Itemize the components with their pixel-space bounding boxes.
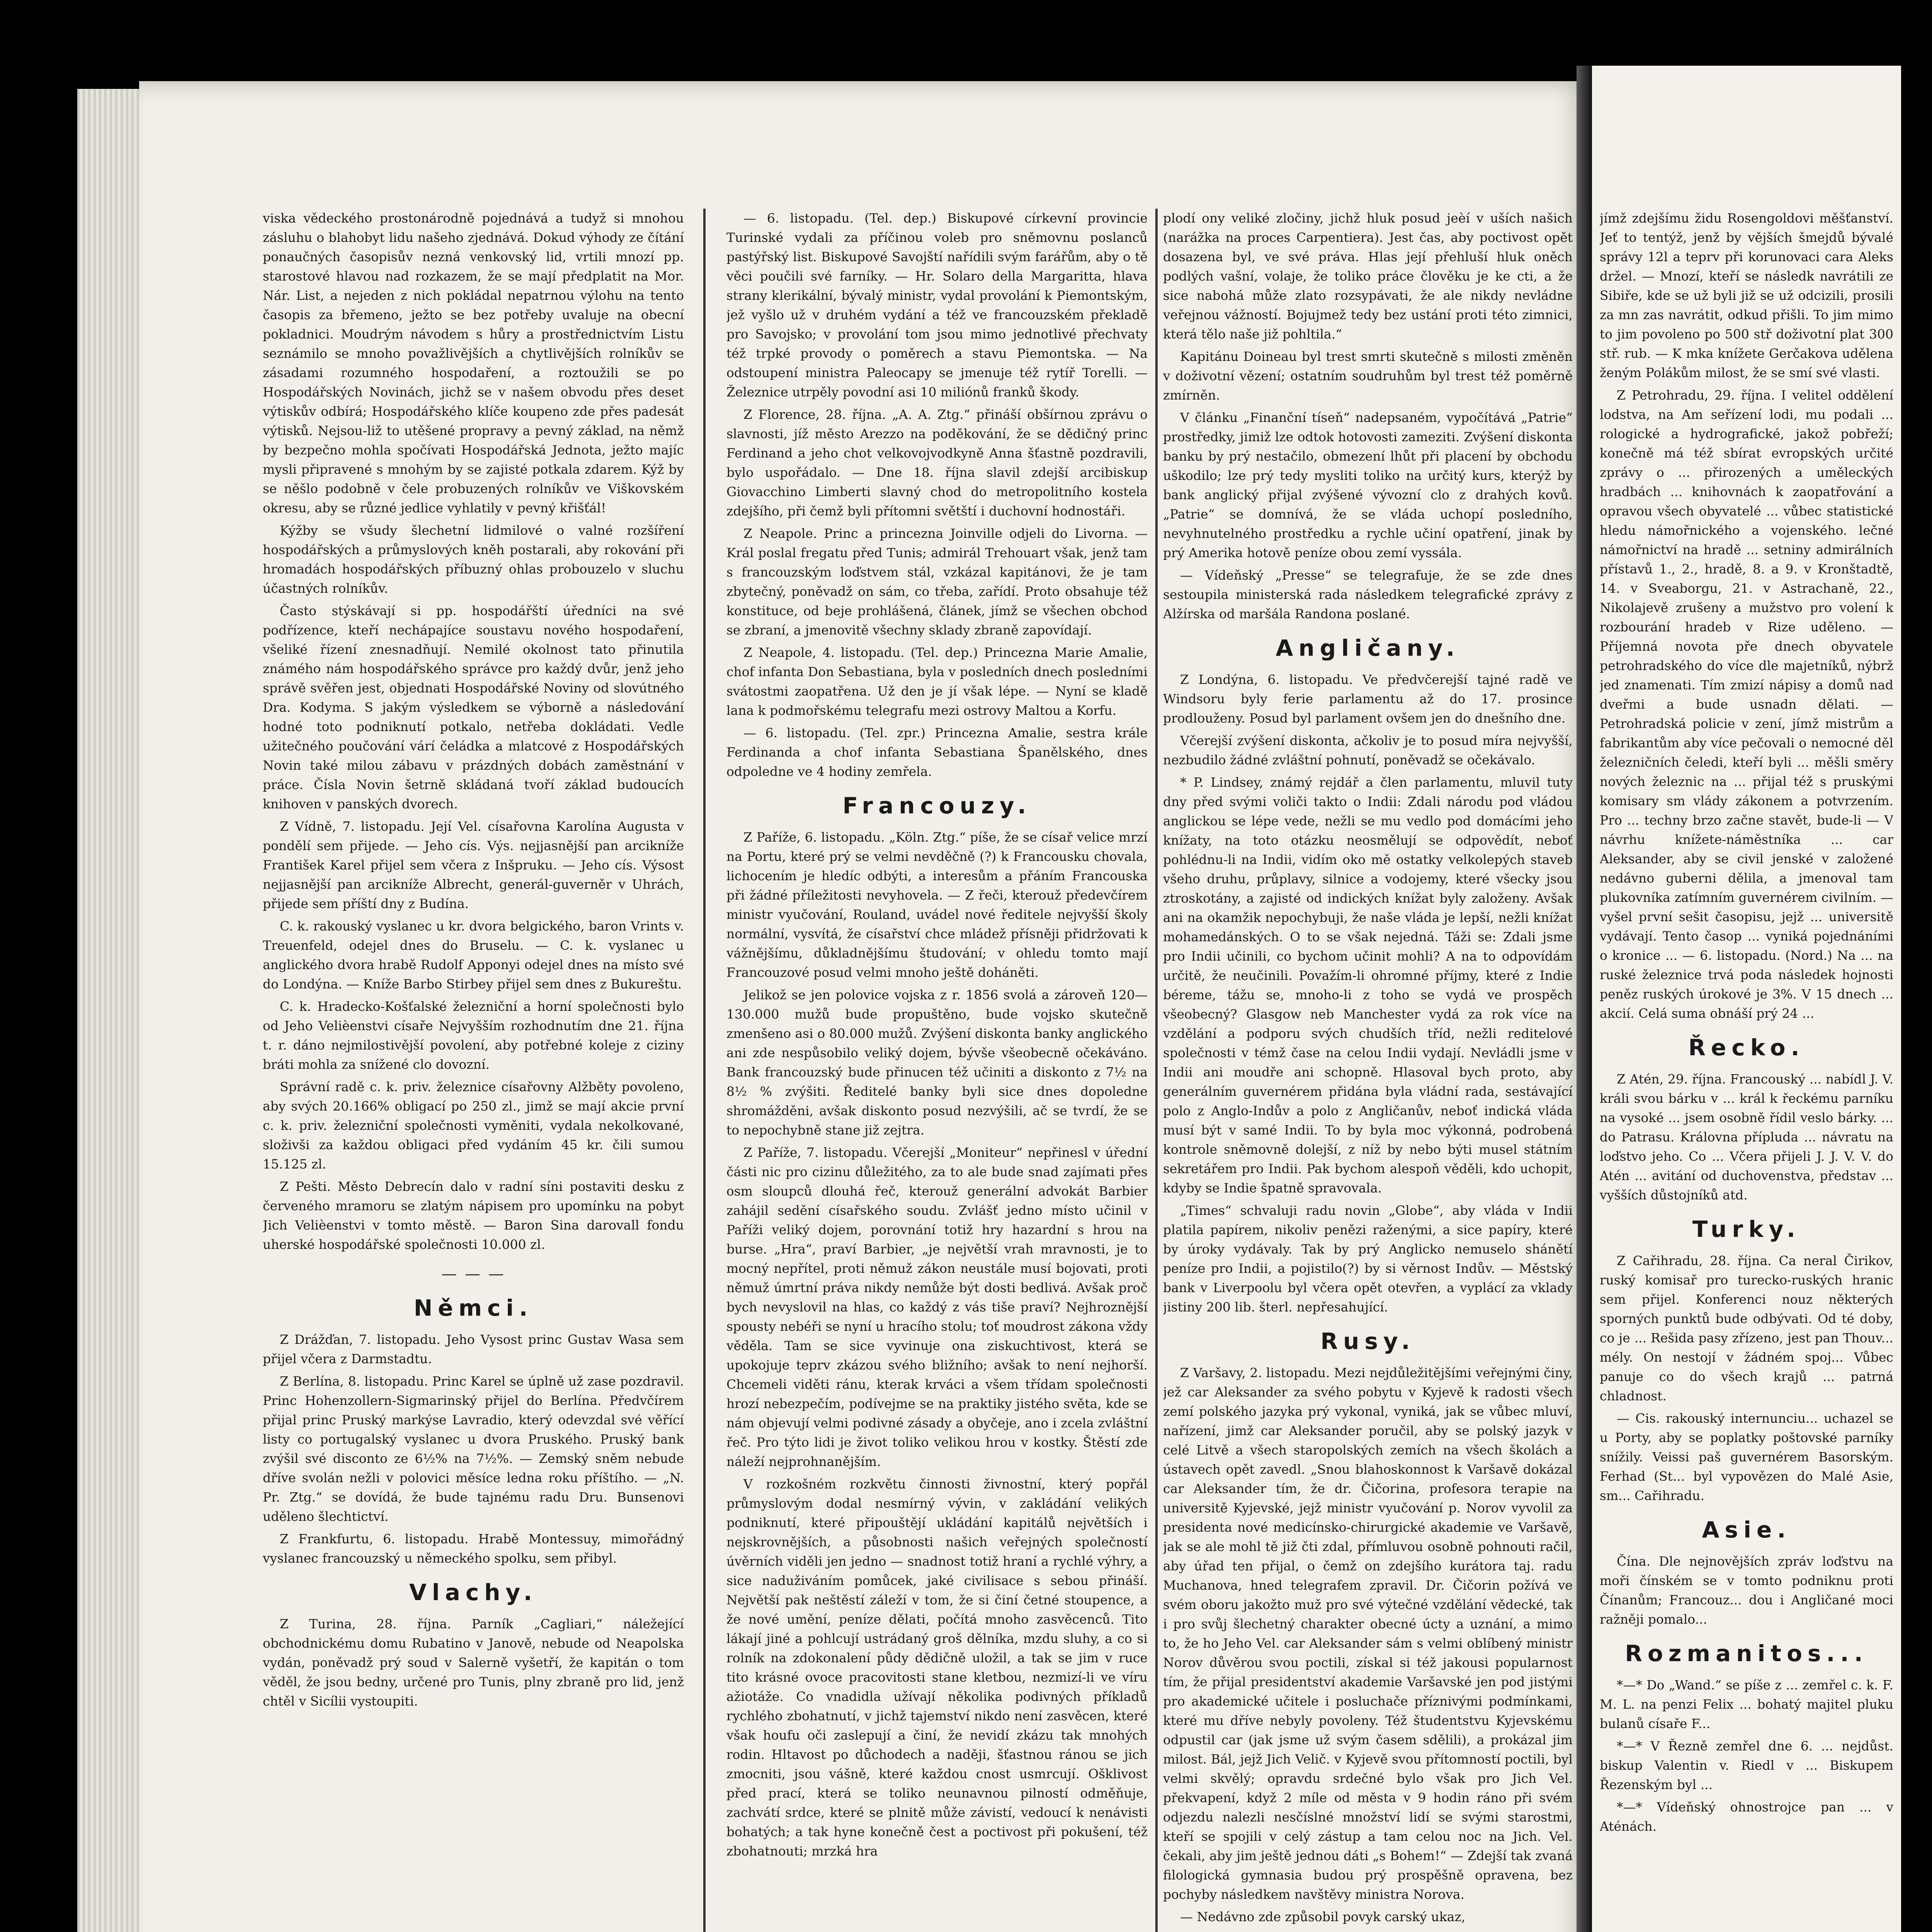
section-heading-rusy: Rusy.: [1320, 1328, 1415, 1354]
paragraph: * P. Lindsey, známý rejdář a člen parlamentu, mluvil tuty dny před svými voliči takto o Indii: Zdali národu pod vládou anglickou se lépe vede, nežli se mu vedlo pod domácími jeho knížaty, na toto otázku neosmělují se odpovědít, neboť pohlédnu-li na Indii, vidím oko mě ostatky velkolepých staveb všeho druhu, průplavy, silnice a vodojemy, které všecky jsou ztroskotány, a zajisté od indických knížat byly založeny. Avšak ani na okamžik nepochybuji, že naše vláda je lepší, nežli knížat mohamedánských. O to se však nejedná. Táži se: Zdali jsme pro Indii učinili, co bychom učinit mohli? A na to odpovídám určitě, že neučinili. Považím-li ohromné příjmy, které z Indie béreme, tážu se, mnoho-li z toho se vydá ve prospěch všeobecný? Glasgow neb Manchester vydá za rok více na vzdělání a podporu svých chudších tříd, nežli reditelové společnosti v témž čase na celou Indii vydají. Nevládli jsme v Indii ani moudře ani schopně. Hlasoval bych proto, aby generálním guvernérem přidána byla vládní rada, sestávající polo z Anglo-Indův a polo z Angličanův, neboť indická vláda musí být v samé Indii. To by byla moc výkonná, podrobená kontrole sněmovně dolejší, z níž by nebo býti musel státním sekretářem pro Indii. Pak bychom alespoň věděli, kdo uchopit, kdyby se Indie špatně spravovala.: [1163, 775, 1573, 1196]
paragraph: C. k. Hradecko-Košťalské železniční a horní společnosti bylo od Jeho Velièenstvi císaře Nejvyšším rozhodnutím dne 21. října t. r. dáno nejmilostivější povolení, aby potřebné koleje z ciziny bráti mohla za snížené clo dovozní.: [263, 999, 684, 1072]
section-heading-francouzy: Francouzy.: [842, 793, 1032, 819]
section-heading-vlachy: Vlachy.: [409, 1579, 538, 1605]
paragraph: Často stýskávají si pp. hospodářští úředníci na své podřízence, kteří nechápajíce soustavu nového hospodaření, všeliké řízení znesnadňují. Nemilé okolnost tato přinutila známého nám hospodářského správce pro každý dvůr, jenž jeho správě svěřen jest, objednati Hospodářské Noviny od slovútného Dra. Kodyma. S jakým výsledkem se výborně a následování hodné toto podniknutí potkalo, netřeba dokládati. Vedle užitečného poučování várí čeládka a mlatcové z Hospodářských Novin také milou zábavu v prázdných dobách zaměstnání v práce. Čísla Novin šetrně skládaná tvoří základ budoucích knihoven v panských dvorech.: [263, 603, 684, 811]
paragraph: Z Florence, 28. října. „A. A. Ztg.“ přináší obšírnou zprávu o slavnosti, jíž město Arezzo na poděkování, že se dědičný princ Ferdinand a jeho chot velkovojvodkyně Anna šťastně pozdravili, bylo uspořádalo. — Dne 18. října slavil zdejší arcibiskup Giovacchino Limberti slavný chod do metropolitního kostela zdejšího, při čemž byli přítomni světští i duchovní hodnostáři.: [726, 407, 1148, 519]
paragraph: Kýžby se všudy šlechetní lidmilové o valné rozšíření hospodářských a průmyslových kněh postarali, aby rokování při hromadách hospodářských příbuzný ohlas probouzelo v sluchu účastných rolníkův.: [263, 523, 684, 596]
paragraph: plodí ony veliké zločiny, jichž hluk posud jeèí v uších našich (narážka na proces Carpentiera). Jest čas, aby poctivost opět dosazena byl, ve své práva. Hlas její přehluší hluk oněch podlých vašní, volaje, že toliko práce člověku je ke cti, a že sice nabohá může zlato rozsypávati, že ale nikdy nevládne veřejnou vážností. Bojujmež tedy bez ustání proti této zimnici, která tělo naše již pohltila.“: [1163, 211, 1573, 342]
section-heading-anglicany: Angličany.: [1276, 635, 1460, 661]
paragraph: *—* Vídeňský ohnostrojce pan ... v Aténách.: [1600, 1799, 1893, 1834]
paragraph: V článku „Finanční tíseň“ nadepsaném, vypočítává „Patrie“ prostředky, jimiž lze odtok hotovosti zameziti. Zvýšení diskonta banku by prý nestačilo, obmezení lhůt při placení by obchodu uškodilo; lze prý tedy mysliti toliko na určitý kurs, kterýž by bank anglický přijal zvýšené vývozní clo z drahých kovů. „Patrie“ se domnívá, že se vláda uchopí posledního, nevyhnutelného prostředku a rychle učiní opatření, jinak by prý Amerika hotově peníze obou zemí vyssála.: [1163, 410, 1573, 560]
paragraph: Z Varšavy, 2. listopadu. Mezi nejdůležitějšími veřejnými činy, jež car Aleksander za svého pobytu v Kyjevě k radosti všech zemí polského jazyka prý vykonal, vyniká, jak se vůbec mluví, nařízení, jimž car Aleksander poručil, aby se polský jazyk v celé Litvě a všech staropolských zemích na všech školách a ústavech opět zavedl. „Snou blahoskonnost k Varšavě dokázal car Aleksander tím, že dr. Čičorina, profesora terapie na universitě Kyjevské, jejž ministr vyučování p. Norov vyvolil za presidenta nové medicínsko-chirurgické akademie ve Varšavě, jak se ale mohl tě již čti zdal, přímluvou osobně pohnouti račil, aby úřad ten přijal, o čemž on zdejšího kurátora taj. radu Muchanova, hned telegrafem zpravil. Dr. Čičorin požívá ve svém oboru jakožto muž pro své výtečné vzdělání vědecké, tak i pro svůj šlechetný charakter obecné úcty a uznání, a mimo to, že ho Jeho Vel. car Aleksander sám s velmi oblíbený ministr Norov důvěrou svou poctili, získal si též jakousi popularnost tím, že přijal presidentství akademie Varšavské jen pod jistými pro akademické učitele i posluchače příznivými podmínkami, které mu dříve nebyly povoleny. Též študentstvu Kyjevskému odpustil car (jak jsme už svým časem sdělili), a prokázal jim milost. Bál, jejž Jich Velič. v Kyjevě svou přítomností poctili, byl velmi skvělý; opravdu srdečné bylo však pro Jich Vel. překvapení, když 2 míle od města v 9 hodin ráno při svém odjezdu nalezli nesčíslné množství lidí se svými starostmi, kteří se spojili v celý zástup a tam celou noc na Jich. Vel. čekali, aby jim ještě jednou dáti „s Bohem!“ — Zdejší tak zvaná filologická gymnasia budou prý prospěšně opravena, bez pochyby následkem navštěvy ministra Norova.: [1163, 1365, 1573, 1902]
paragraph: jímž zdejšímu židu Rosengoldovi měšťanství. Jeť to tentýž, jenž by vějších šmejdů bývalé správy 12l a teprv při korunovaci cara Aleks držel. — Mnozí, kteří se následk navrátili ze Sibiře, kde se už byli již se už odcizili, prosili za mn zas navrátit, odkud přišli. To jim mimo to jim povoleno po 500 stř doživotní plat 300 stř. rub. — K mka knížete Gerčakova udělena ženým Polákům milost, že se smí své vlasti.: [1600, 211, 1893, 380]
scan-border-left: [0, 0, 23, 1932]
paragraph: „Times“ schvaluji radu novin „Globe“, aby vláda v Indii platila papírem, nikoliv penězi raženými, a sice papíry, které by úroky vydávaly. Tak by prý Anglicko nemuselo shánětí peníze pro Indii, a pojistilo(?) by si věrnost Indův. — Městský bank v Liverpoolu byl včera opět otevřen, a vyplácí za vklady jistiny 200 lib. šterl. nepřesahující.: [1163, 1203, 1573, 1315]
paragraph: Z Cařihradu, 28. října. Ca neral Čirikov, ruský komisař pro turecko-ruských hranic sem přijel. Konferenci nouz některých sporných punktů bude odbývati. Od té doby, co je ... Rešida pasy zřízeno, jest pan Thouv... mély. On nestojí v žádném spoj... Vůbec panuje co do všech krajů ... patrná chladnost.: [1600, 1253, 1893, 1403]
paragraph: Správní radě c. k. priv. železnice císařovny Alžběty povoleno, aby svých 20.166% obligací po 250 zl., jimž se mají akcie první c. k. priv. železniční společnosti vyměniti, vydala nekolkované, složivši za každou obligaci před vydáním 45 kr. čili sumou 15.125 zl.: [263, 1079, 684, 1172]
column-rule: [1155, 209, 1158, 1932]
paragraph: Z Vídně, 7. listopadu. Její Vel. císařovna Karolína Augusta v pondělí sem přijede. — Jeho cís. Výs. nejjasnější pan arcikníže František Karel přijel sem včera z Inšpruku. — Jeho cís. Výsost nejjasnější pan arcikníže Albrecht, generál-guverněr v Uhrách, přijede sem příští dny z Budína.: [263, 819, 684, 911]
paragraph: V rozkošném rozkvětu činnosti živnostní, který popřál průmyslovým dodal nesmírný vývin, v zakládání velikých podniknutí, které připouštějí ukládání kapitálů největších i nejskrovnějších, a působnosti našich veřejných společností úvěrních viděli jen jedno — snadnost totiž hraní a rychlé výhry, a sice naduživáním pomůcek, jaké civilisace s sebou přináší. Největší pak neštěstí záleží v tom, že si činí četné stoupence, a že nové umění, peníze dělati, počítá mnoho zasvěcenců. Tito lákají jiné a pohlcují ustrádaný groš dělníka, mzdu sluhy, a co si rolník na zdokonalení půdy dědičně uložil, a tak se jim v ruce tito krásné ovoce pracovitosti stane kletbou, nezmizí-li ve víru ažiotáže. Co vnadidla užívají několika podivných příkladů rychlého zbohatnutí, v jichž tajemství nikdo není zasvěcen, které však houfu oči zaslepují a činí, že nevidí zkázu tak mnohých rodin. Hltavost po důchodech a naději, šťastnou ránou se jich zmocniti, jsou vášně, které každou cnost usmrcují. Ošklivost před prací, která se toliko neunavnou pilností odměňuje, zachvátí srdce, které se plnitě může závistí, vedoucí k nenávisti bohatých; a tak hyne konečně čest a poctivost při pokušení, též zbohatnouti; mrzká hra: [726, 1476, 1148, 1859]
paragraph: viska vědeckého prostonárodně pojednává a tudyž si mnohou zásluhu o blahobyt lidu našeho zjednává. Dokud výhody ze čítání ponaučných časopisův nezná venkovský lid, vrtili mnozí pp. starostové hlavou nad rozkazem, že se mají předplatit na Mor. Nár. List, a nejeden z nich pokládal nepatrnou výlohu na tento časopis za břemeno, ježto se bez potřeby uvaluje na obecní pokladnici. Moudrým návodem s hůry a prostřednictvím Listu seznámilo se mnoho považlivějších a chytlivějších rolníkův se zásadami rozumného hospodaření, a roztoužili se po Hospodářských Novinách, jichž se v našem obvodu přes deset výtiskův odbírá; Hospodářského klíče koupeno zde přes padesát výtisků. Nejsou-liž to utěšené propravy a pevný základ, na němž by bezpečno mohla spočívati Hospodářská Jednota, ježto majíc mysli připravené s mnohým by se zajisté potkala zdarem. Kýž by se něšlo podobně v čele probuzených rolníkův ve Viškovském okresu, aby se různé jedlice vyhlatily v pevný křišťál!: [263, 211, 684, 515]
paragraph: Z Paříže, 7. listopadu. Včerejší „Moniteur“ nepřinesl v úřední části nic pro cizinu důležitého, za to ale bude snad zajímati přes osm sloupců dlouhá řeč, kterouž generální advokát Barbier zahájil sedění císařského soudu. Zvlášť jedno místo učinil v Paříži veliký dojem, porovnání totiž hry hazardní s hrou na burse. „Hra“, praví Barbier, „je největší vrah mravnosti, je to mocný nepřítel, proti němuž zákon neustále musí bojovati, proti němuž úmrtní práva nikdy nemůže být dosti bedlivá. Avšak proč bych nevyslovil na hlas, co každý z vás tiše praví? Nejhroznější spousty nebéři se nyní u hracího stolu; toť moudrost zákona vždy věděla. Tam se sice vyvinuje ona ziskuchtivost, která se upokojuje teprv zkázou svého bližního; avšak to není nejhorší. Chcemeli viděti ránu, kterak krváci a všem třídam společnosti hrozí nebezpečím, podívejme se na praktiky jistého světa, kde se nám objevují velmi podivné zásady a obyčeje, ano i zcela zvláštní řeč. Pro týto lidi je život toliko velikou hrou v kostky. Štěstí zde náleží nejprohnanějším.: [726, 1145, 1148, 1469]
paragraph: Z Drážďan, 7. listopadu. Jeho Vysost princ Gustav Wasa sem přijel včera z Darmstadtu.: [263, 1332, 684, 1366]
paragraph: Z Frankfurtu, 6. listopadu. Hrabě Montessuy, mimořádný vyslanec francouzský u německého spolku, sem přibyl.: [263, 1531, 684, 1566]
paragraph: Včerejší zvýšení diskonta, ačkoliv je to posud míra nejvyšší, nezbudilo žádné zvláštní pohnutí, poněvadž se očekávalo.: [1163, 733, 1573, 767]
paragraph: Z Londýna, 6. listopadu. Ve předvčerejší tajné radě ve Windsoru byly ferie parlamentu až do 17. prosince prodlouženy. Posud byl parlament ovšem jen do dnešního dne.: [1163, 672, 1573, 726]
paragraph: — Vídeňský „Presse“ se telegrafuje, že se zde dnes sestoupila ministerská rada následkem telegrafické zprávy z Alžírska od maršála Randona poslané.: [1163, 568, 1573, 621]
section-heading-turky: Turky.: [1692, 1216, 1801, 1242]
paragraph: — 6. listopadu. (Tel. zpr.) Princezna Amalie, sestra krále Ferdinanda a chof infanta Sebastiana Španělského, dnes odpoledne ve 4 hodiny zemřela.: [726, 725, 1148, 779]
paragraph: Čína. Dle nejnovějších zpráv loďstvu na moři čínském se v tomto podniknu proti Čínanům; Francouz... dou i Angličané moci ražněji pomalo...: [1600, 1554, 1893, 1627]
paragraph: Z Turina, 28. října. Parník „Cagliari,“ náležející obchodnickému domu Rubatino v Janově, nebude od Neapolska vydán, poněvadž prý soud v Salerně vyšetří, že kapitán o tom věděl, že jsou bedny, určené pro Tunis, plny zbraně pro lid, jenž chtěl v Sicílii vystoupiti.: [263, 1616, 684, 1709]
section-heading-nemci: Němci.: [413, 1295, 533, 1321]
section-heading-rozmanitosti: Rozmanitos...: [1625, 1640, 1868, 1667]
paragraph: — Nedávno zde způsobil povyk carský ukaz,: [1180, 1909, 1466, 1924]
separator: — — —: [441, 1265, 505, 1283]
paragraph: Z Paříže, 6. listopadu. „Köln. Ztg.“ píše, že se císař velice mrzí na Portu, které prý se velmi nevděčně (?) k Francousku chovala, lichocením je hledíc odbýti, a interesům a přáním Francouska při žádné příležitosti nevyhovela. — Z řeči, kterouž předevčírem ministr vyučování, Rouland, uvádel nové ředitele nejvyšší školy normální, vysvítá, že císařství chce mládež přísněji přidržovati k vážnějšímu, důkladnějšímu študování; v ohledu tomto mají Francouzové posud velmi mnoho ještě doháněti.: [726, 830, 1148, 980]
paragraph: Z Berlína, 8. listopadu. Princ Karel se úplně už zase pozdravil. Princ Hohenzollern-Sigmarinský přijel do Berlína. Předvčírem přijal princ Pruský markýse Lavradio, který odevzdal své věřící listy co portugalský vyslanec u dvora Pruského. Pruský bank zvýšil své disconto ze 6½% na 7½%. — Zemský sněm nebude dříve svolán nežli v polovici měsíce ledna roku příštího. — „N. Pr. Ztg.“ se dovídá, že bude tajnému radu Dru. Bunsenovi uděleno šlechtictví.: [263, 1374, 684, 1524]
paragraph: — 6. listopadu. (Tel. dep.) Biskupové církevní provincie Turinské vydali za příčinou voleb pro sněmovnu poslanců pastýřský list. Biskupové Savojští nařídili svým farářům, aby o tě věci poučili své farníky. — Hr. Solaro della Margaritta, hlava strany klerikální, bývalý ministr, vydal provolání k Piemontským, jež vyšlo už v druhém vydání a též ve francouzském překladě pro Savojsko; v provolání tom jsou mimo jednotlivé přechvaty též trpké provody o poměrech a stavu Piemontska. — Na odstoupení ministra Paleocapy se jmenuje též rytíř Torelli. — Železnice utrpěly povodní asi 10 miliónů franků škody.: [726, 211, 1148, 400]
paragraph: — Cis. rakouský internunciu... uchazel se u Porty, aby se poplatky poštovské parníky snížily. Veissi paš guvernérem Basorským. Ferhad (St... byl vypovězen do Malé Asie, sm... Cařihradu.: [1600, 1411, 1893, 1503]
column-2: [726, 209, 1148, 1932]
paragraph: Z Pešti. Město Debrecín dalo v radní síni postaviti desku z červeného mramoru se zlatým nápisem pro upomínku na pobyt Jich Velièenstvi v tomto městě. — Baron Sina darovall fondu uherské hospodářské společnosti 10.000 zl.: [263, 1179, 684, 1252]
paragraph: Kapitánu Doineau byl trest smrti skutečně s milosti změněn v doživotní vězení; ostatním soudruhům byl trest též poměrně zmírněn.: [1163, 349, 1573, 403]
paragraph: C. k. rakouský vyslanec u kr. dvora belgického, baron Vrints v. Treuenfeld, odejel dnes do Bruselu. — C. k. vyslanec u anglického dvora hrabě Rudolf Apponyi odejel dnes na místo své do Londýna. — Kníže Barbo Stirbey přijel sem dnes z Bukureštu.: [263, 918, 684, 992]
section-heading-asie: Asie.: [1702, 1517, 1791, 1543]
paragraph: *—* Do „Wand.“ se píše z ... zemřel c. k. F. M. L. na penzi Felix ... bohatý majitel pluku bulanů císaře F...: [1600, 1677, 1893, 1731]
column-3: [1163, 209, 1573, 1932]
section-heading-recko: Řecko.: [1688, 1034, 1805, 1061]
paragraph: Z Neapole, 4. listopadu. (Tel. dep.) Princezna Marie Amalie, chof infanta Don Sebastiana, byla v posledních dnech posledními svátostmi zaopatřena. Už den je jí však lépe. — Nyní se kladě lana k podmořskému telegrafu mezi ostrovy Maltou a Korfu.: [726, 645, 1148, 718]
paragraph: Z Neapole. Princ a princezna Joinville odjeli do Livorna. — Král poslal fregatu před Tunis; admirál Trehouart však, jenž tam s francouzským loďstvem stál, vzkázal kapitánovi, že je tam zbytečný, poněvadž on sám, co třeba, zařídí. Proto obsahuje též konstituce, od beje prohlášená, článek, jímž se všechen obchod se zbraní, a jmenovitě všechny sklady zbraně zapovídají.: [726, 526, 1148, 638]
scan-border-right: [1901, 0, 1932, 1932]
paragraph: *—* V Řezně zemřel dne 6. ... nejdůst. biskup Valentin v. Riedl v ... Biskupem Řezenským byl ...: [1600, 1738, 1893, 1792]
column-1: [263, 209, 684, 1932]
column-rule: [1584, 209, 1587, 1932]
paragraph: Z Atén, 29. října. Francouský ... nabídl J. V. králi svou bárku v ... král k řeckému parníku na vysoké ... jsem osobně řídil veslo bárky. ... do Patrasu. Královna přípluda ... návratu na loďstvo jeho. Co ... Včera přijeli J. J. V. V. do Atén ... avitání od duchovenstva, představ ... vyšších důstojníků atd.: [1600, 1071, 1893, 1202]
paragraph: Z Petrohradu, 29. října. I velitel oddělení lodstva, na Am seřízení lodi, mu podali ... rologické a hydrografické, jakož pobřeží; konečně má též sbírat evropských určité zprávy o ... přirozených a uměleckých hradbách ... knihovnách k zaopatřování a opravou všech obyvatelé ... vůbec statistické hledu námořnického a vojenského. lečné námořnictví na hradě ... setniny admirálních přístavů 1., 2., hradě, 8. a 9. v Kronštadtě, 14. v Sveaborgu, 21. v Astrachaně, 22., Nikolajevě zrušeny a mužstvo pro volení k rozbourání hradeb v Rize uděleno. — Příjemná novota pře dnech obyvatele petrohradského do více dle majetníků, nýbrž jed znamenati. Tím zmizí nápisy a domů nad dveřmi a bude usnadn dělati. — Petrohradská policie v zení, jímž mistrům a fabrikantům aby více pečovali o nemocné děl železničních čeledi, kteří byli ... měšli směry nových železnic na ... přijal též s pruskými komisary sm vlády zákonem a potvrzením. Pro ... techny brzo začne stavět, bude-li — V návrhu knížete-náměstníka ... car Aleksander, aby se civil jenské v založené nedávno guberni dělila, a jmenoval tam plukovníka zatímním guvernérem civilním. — vyšel první sešit časopisu, jejž ... universitě vydávají. Tento časop ... vyniká pojednáními o kronice ... — 6. listopadu. (Nord.) Na ... na ruské železnice trvá poda následek hojnosti peněz ruských úrokové je 3%. V 15 dnech ... akcií. Celá suma obnáší prý 24 ...: [1600, 388, 1893, 1021]
column-4: [1600, 209, 1893, 1932]
column-rule: [703, 209, 706, 1932]
paragraph: Jelikož se jen polovice vojska z r. 1856 svolá a zároveň 120—130.000 mužů bude propuštěno, bude vojsko skutečně zmenšeno asi o 80.000 mužů. Zvýšení diskonta banky anglického ani zde nespůsobilo veliký dojem, bývše všeobecně očekáváno. Bank francouzský bude přinucen též učiniti a diskonto z 7½ na 8½ % zvýšiti. Ředitelé banky byli sice dnes dopoledne shromážděni, avšak diskonto posud nezvýšili, ač se tvrdí, že se to nepochybně stane již zejtra.: [726, 987, 1148, 1138]
